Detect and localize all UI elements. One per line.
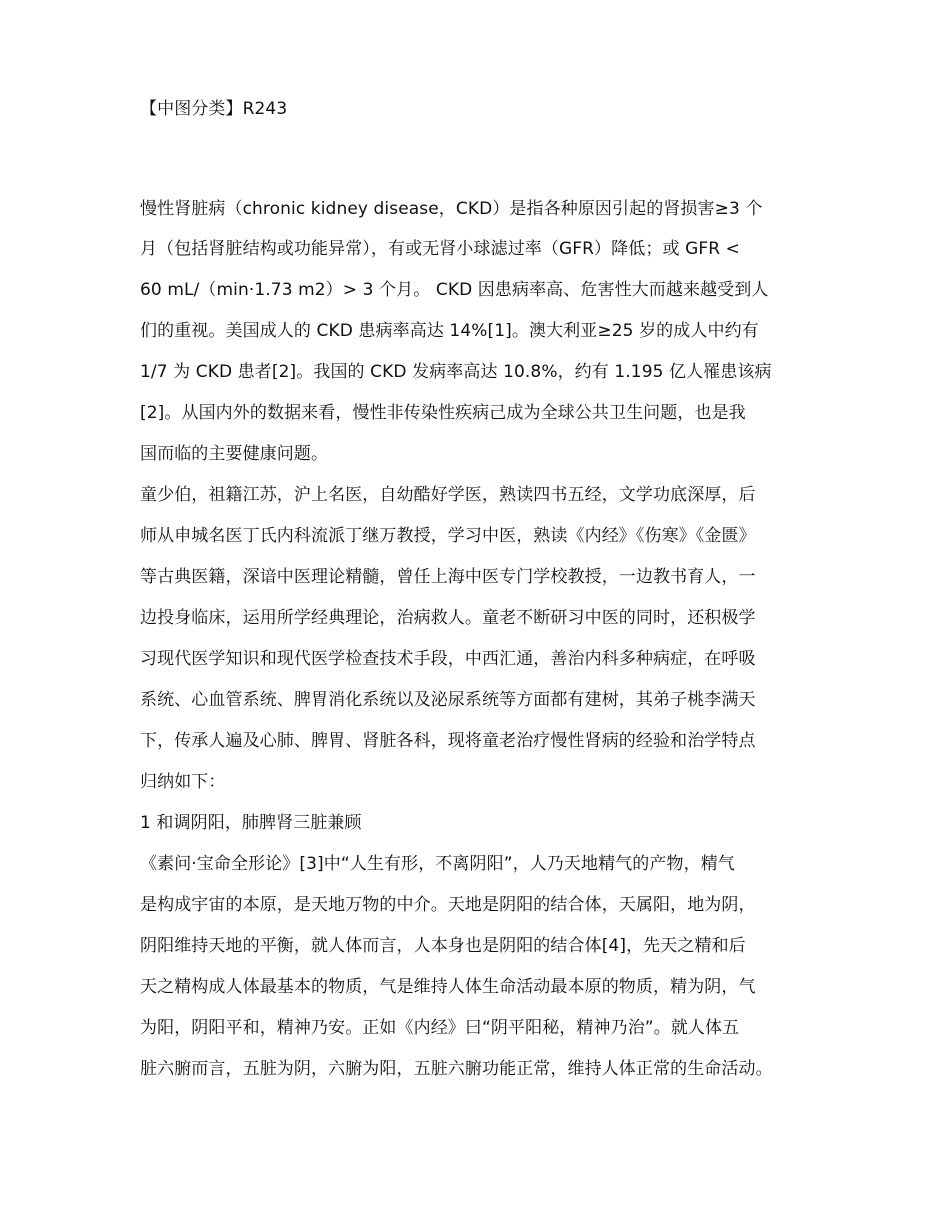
text-line: 阴阳维持天地的平衡，就人体而言，人本身也是阴阳的结合体[4]，先天之精和后	[140, 936, 746, 956]
text-line: 系统、心血管系统、脾胃消化系统以及泌尿系统等方面都有建树，其弟子桃李满天	[140, 690, 756, 710]
text-line: [2]。从国内外的数据来看，慢性非传染性疾病己成为全球公共卫生问题，也是我	[140, 403, 746, 423]
text-line: 们的重视。美国成人的 CKD 患病率高达 14%[1]。澳大利亚≥25 岁的成人中约有	[140, 321, 759, 341]
text-line: 是构成宇宙的本原，是天地万物的中介。天地是阴阳的结合体，天属阳，地为阴，	[140, 895, 756, 915]
text-line: 师从申城名医丁氏内科流派丁继万教授，学习中医，熟读《内经》《伤寒》《金匮》	[140, 526, 756, 546]
text-line: 60 mL/（min·1.73 m2）> 3 个月。 CKD 因患病率高、危害性大而越来越受到人	[140, 280, 769, 300]
text-line: 《素问·宝命全形论》[3]中“人生有形，不离阴阳”，人乃天地精气的产物，精气	[140, 854, 735, 874]
section-heading: 1 和调阴阳，肺脾肾三脏兼顾	[140, 813, 362, 833]
classification-line: 【中图分类】R243	[140, 99, 288, 119]
text-line: 习现代医学知识和现代医学检查技术手段，中西汇通，善治内科多种病症，在呼吸	[140, 649, 756, 669]
text-line: 下，传承人遍及心肺、脾胃、肾脏各科，现将童老治疗慢性肾病的经验和治学特点	[140, 731, 756, 751]
text-line: 脏六腑而言，五脏为阴，六腑为阳，五脏六腑功能正常，维持人体正常的生命活动。	[140, 1059, 773, 1079]
text-line: 边投身临床，运用所学经典理论，治病救人。童老不断研习中医的同时，还积极学	[140, 608, 756, 628]
text-line: 童少伯，祖籍江苏，沪上名医，自幼酷好学医，熟读四书五经，文学功底深厚，后	[140, 485, 756, 505]
text-line: 月（包括肾脏结构或功能异常），有或无肾小球滤过率（GFR）降低；或 GFR <	[140, 239, 740, 259]
text-line: 1/7 为 CKD 患者[2]。我国的 CKD 发病率高达 10.8%，约有 1.195 亿人罹患该病	[140, 362, 772, 382]
text-line: 归纳如下：	[140, 772, 226, 792]
text-line: 为阳，阴阳平和，精神乃安。正如《内经》曰“阴平阳秘，精神乃治”。就人体五	[140, 1018, 740, 1038]
text-line: 国而临的主要健康问题。	[140, 444, 329, 464]
text-line: 天之精构成人体最基本的物质，气是维持人体生命活动最本原的物质，精为阴，气	[140, 977, 756, 997]
text-line: 慢性肾脏病（chronic kidney disease，CKD）是指各种原因引起的肾损害≥3 个	[140, 199, 763, 219]
text-line: 等古典医籍，深谙中医理论精髓，曾任上海中医专门学校教授，一边教书育人，一	[140, 567, 756, 587]
